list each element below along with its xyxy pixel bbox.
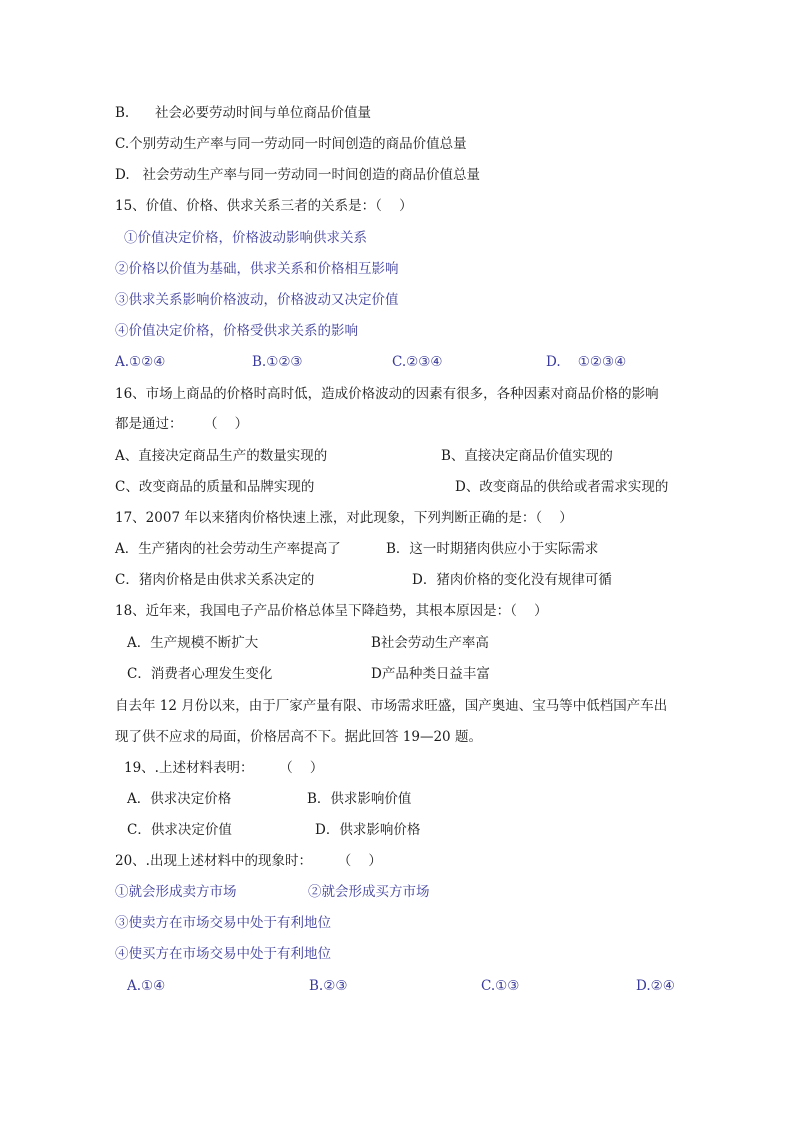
q15-statement-4: ④价值决定价格，价格受供求关系的影响 bbox=[115, 323, 358, 339]
option-b-line: B. 社会必要劳动时间与单位商品价值量 bbox=[115, 105, 371, 121]
q16-option-c: C、改变商品的质量和品牌实现的 bbox=[115, 479, 315, 495]
q17-option-a: A．生产猪肉的社会劳动生产率提高了 bbox=[115, 541, 341, 557]
question-15: 15、价值、价格、供求关系三者的关系是：（ ） bbox=[115, 198, 413, 214]
q15-option-c: C.②③④ bbox=[392, 354, 443, 370]
question-16-line-1: 16、市场上商品的价格时高时低，造成价格波动的因素有很多，各种因素对商品价格的影响 bbox=[115, 386, 659, 402]
q18-option-d: D产品种类日益丰富 bbox=[371, 666, 490, 682]
question-17: 17、2007 年以来猪肉价格快速上涨，对此现象，下列判断正确的是：（ ） bbox=[115, 510, 573, 526]
q19-option-a: A．供求决定价格 bbox=[127, 791, 232, 807]
q17-option-b: B．这一时期猪肉供应小于实际需求 bbox=[386, 541, 599, 557]
q16-option-d: D、改变商品的供给或者需求实现的 bbox=[455, 479, 669, 495]
q20-option-c: C.①③ bbox=[481, 978, 520, 994]
material-line-1: 自去年 12 月份以来，由于厂家产量有限、市场需求旺盛，国产奥迪、宝马等中低档国产车出 bbox=[115, 698, 668, 714]
q20-option-d: D.②④ bbox=[636, 978, 675, 994]
option-d-line: D. 社会劳动生产率与同一劳动同一时间创造的商品价值总量 bbox=[115, 167, 481, 183]
q15-statement-2: ②价格以价值为基础，供求关系和价格相互影响 bbox=[115, 261, 399, 277]
question-20: 20、.出现上述材料中的现象时： （ ） bbox=[115, 853, 382, 869]
question-19: 19、.上述材料表明： （ ） bbox=[124, 760, 324, 776]
q20-statement-3: ③使卖方在市场交易中处于有利地位 bbox=[115, 915, 331, 931]
q20-statement-4: ④使买方在市场交易中处于有利地位 bbox=[115, 946, 331, 962]
q16-option-a: A、直接决定商品生产的数量实现的 bbox=[115, 448, 328, 464]
q17-option-c: C．猪肉价格是由供求关系决定的 bbox=[115, 572, 315, 588]
q15-option-a: A.①②④ bbox=[115, 354, 166, 370]
q15-statement-1: ①价值决定价格，价格波动影响供求关系 bbox=[124, 230, 367, 246]
q17-option-d: D．猪肉价格的变化没有规律可循 bbox=[412, 572, 612, 588]
option-c-line: C.个别劳动生产率与同一劳动同一时间创造的商品价值总量 bbox=[115, 136, 467, 152]
q20-option-b: B.②③ bbox=[309, 978, 348, 994]
q15-statement-3: ③供求关系影响价格波动，价格波动又决定价值 bbox=[115, 292, 399, 308]
q15-option-b: B.①②③ bbox=[252, 354, 303, 370]
q19-option-b: B．供求影响价值 bbox=[307, 791, 412, 807]
question-16-line-2: 都是通过： （ ） bbox=[115, 416, 249, 432]
q20-statement-1: ①就会形成卖方市场 bbox=[115, 884, 237, 900]
q19-option-c: C．供求决定价值 bbox=[127, 822, 232, 838]
material-line-2: 现了供不应求的局面，价格居高不下。据此回答 19—20 题。 bbox=[115, 729, 482, 745]
q18-option-c: C．消费者心理发生变化 bbox=[127, 666, 273, 682]
q20-option-a: A.①④ bbox=[127, 978, 166, 994]
q18-option-a: A．生产规模不断扩大 bbox=[127, 635, 259, 651]
q19-option-d: D．供求影响价格 bbox=[315, 822, 421, 838]
question-18: 18、近年来，我国电子产品价格总体呈下降趋势，其根本原因是：（ ） bbox=[115, 603, 548, 619]
q15-option-d: D. ①②③④ bbox=[546, 354, 627, 370]
q16-option-b: B、直接决定商品价值实现的 bbox=[441, 448, 613, 464]
q20-statement-2: ②就会形成买方市场 bbox=[308, 884, 430, 900]
q18-option-b: B社会劳动生产率高 bbox=[371, 635, 489, 651]
